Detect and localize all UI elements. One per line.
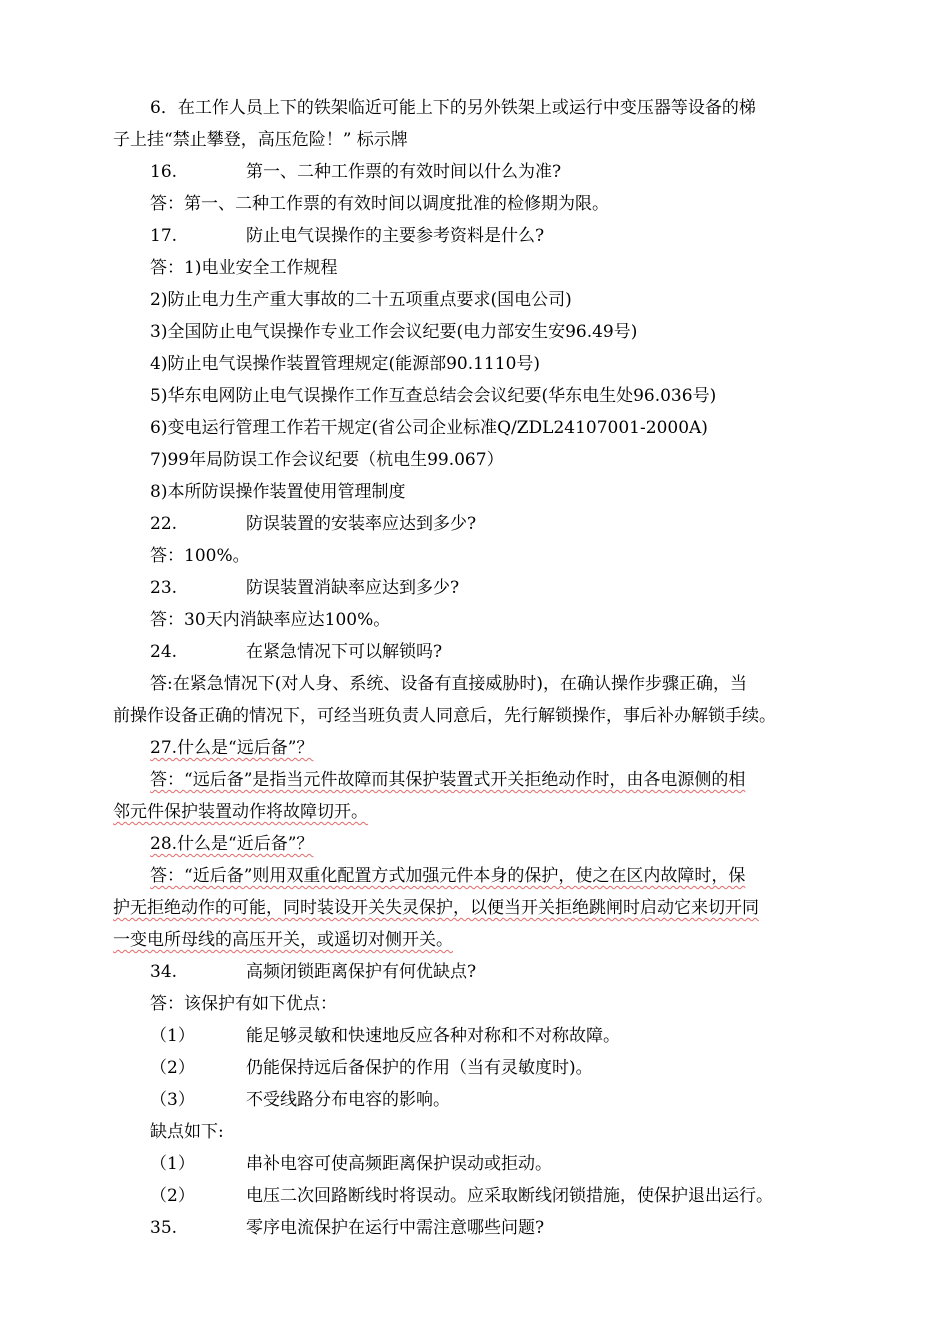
answer-27-line: 邻元件保护装置动作将故障切开。 <box>113 802 368 822</box>
answer-24-line: 答:在紧急情况下(对人身、系统、设备有直接威胁时)，在确认操作步骤正确，当 <box>150 674 747 694</box>
item-text: 串补电容可使高频距离保护误动或拒动。 <box>246 1154 552 1174</box>
answer-34-con-item <box>150 1185 773 1207</box>
question-34 <box>150 961 476 983</box>
answer-34-pro-item <box>150 1089 450 1111</box>
question-text: 高频闭锁距离保护有何优缺点? <box>246 962 477 982</box>
answer-34-cons-intro: 缺点如下: <box>150 1122 224 1142</box>
question-text: 防误装置消缺率应达到多少? <box>246 578 460 598</box>
answer-17-line: 2)防止电力生产重大事故的二十五项重点要求(国电公司) <box>150 290 572 310</box>
question-number: 16. <box>150 162 178 182</box>
answer-24-line: 前操作设备正确的情况下，可经当班负责人同意后，先行解锁操作，事后补办解锁手续。 <box>113 706 776 726</box>
item-number: （3） <box>150 1090 195 1110</box>
answer-34-pro-item <box>150 1057 593 1079</box>
question-number: 23. <box>150 578 178 598</box>
item-number: （1） <box>150 1154 195 1174</box>
answer-34-pro-item <box>150 1025 620 1047</box>
question-number: 35. <box>150 1218 178 1238</box>
paragraph-line: 子上挂“禁止攀登，高压危险！” 标示牌 <box>113 130 408 150</box>
question-28: 28.什么是“近后备”？ <box>150 834 314 854</box>
answer-28-line: 护无拒绝动作的可能，同时装设开关失灵保护，以便当开关拒绝跳闸时启动它来切开同 <box>113 898 759 918</box>
item-number: （2） <box>150 1058 195 1078</box>
question-number: 17. <box>150 226 178 246</box>
item-text: 不受线路分布电容的影响。 <box>246 1090 450 1110</box>
question-24 <box>150 641 442 663</box>
question-text: 第一、二种工作票的有效时间以什么为准? <box>246 162 562 182</box>
paragraph-line: 6．在工作人员上下的铁架临近可能上下的另外铁架上或运行中变压器等设备的梯 <box>150 98 756 118</box>
answer-22: 答：100%。 <box>150 546 250 566</box>
answer-17-line: 答：1)电业安全工作规程 <box>150 258 338 278</box>
question-35 <box>150 1217 544 1239</box>
item-text: 能足够灵敏和快速地反应各种对称和不对称故障。 <box>246 1026 620 1046</box>
question-number: 34. <box>150 962 178 982</box>
answer-28-line: 答：“近后备”则用双重化配置方式加强元件本身的保护，使之在区内故障时，保 <box>150 866 746 886</box>
question-22 <box>150 513 476 535</box>
question-text: 在紧急情况下可以解锁吗? <box>246 642 443 662</box>
question-27: 27.什么是“远后备”？ <box>150 738 314 758</box>
answer-17-line: 5)华东电网防止电气误操作工作互查总结会会议纪要(华东电生处96.036号) <box>150 386 717 406</box>
answer-17-line: 4)防止电气误操作装置管理规定(能源部90.1110号) <box>150 354 541 374</box>
question-text: 零序电流保护在运行中需注意哪些问题? <box>246 1218 545 1238</box>
item-number: （1） <box>150 1026 195 1046</box>
answer-17-line: 8)本所防误操作装置使用管理制度 <box>150 482 406 502</box>
item-text: 仍能保持远后备保护的作用（当有灵敏度时)。 <box>246 1058 593 1078</box>
item-text: 电压二次回路断线时将误动。应采取断线闭锁措施，使保护退出运行。 <box>246 1186 773 1206</box>
answer-16: 答：第一、二种工作票的有效时间以调度批准的检修期为限。 <box>150 194 609 214</box>
question-16 <box>150 161 561 183</box>
answer-17-line: 7)99年局防误工作会议纪要（杭电生99.067） <box>150 450 504 470</box>
question-text: 防误装置的安装率应达到多少? <box>246 514 477 534</box>
answer-17-line: 3)全国防止电气误操作专业工作会议纪要(电力部安生安96.49号) <box>150 322 638 342</box>
answer-34-con-item <box>150 1153 552 1175</box>
answer-28-line: 一变电所母线的高压开关，或遥切对侧开关。 <box>113 930 453 950</box>
answer-17-line: 6)变电运行管理工作若干规定(省公司企业标准Q/ZDL24107001-2000A) <box>150 418 708 438</box>
answer-27-line: 答：“远后备”是指当元件故障而其保护装置式开关拒绝动作时，由各电源侧的相 <box>150 770 746 790</box>
question-23 <box>150 577 459 599</box>
answer-23: 答：30天内消缺率应达100%。 <box>150 610 391 630</box>
question-text: 防止电气误操作的主要参考资料是什么? <box>246 226 545 246</box>
question-17 <box>150 225 544 247</box>
question-number: 24. <box>150 642 178 662</box>
item-number: （2） <box>150 1186 195 1206</box>
question-number: 22. <box>150 514 178 534</box>
answer-34-intro: 答：该保护有如下优点： <box>150 994 337 1014</box>
